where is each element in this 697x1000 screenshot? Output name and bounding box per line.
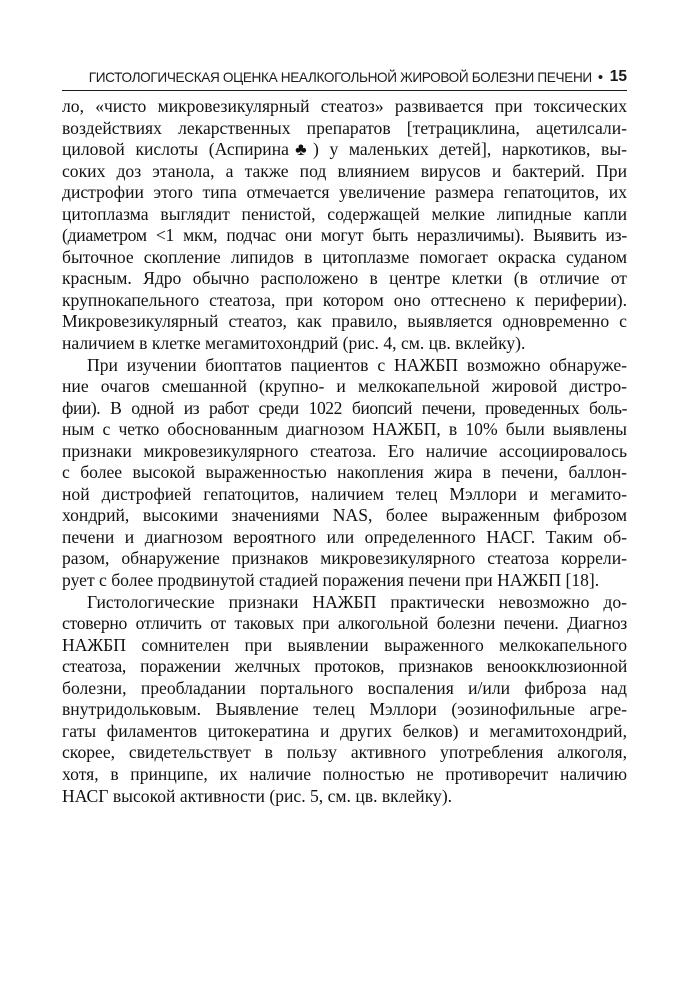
- text-line: фии). В одной из работ среди 1022 биопсий печени, проведенных боль-: [62, 397, 627, 418]
- running-title: ГИСТОЛОГИЧЕСКАЯ ОЦЕНКА НЕАЛКОГОЛЬНОЙ ЖИРОВОЙ БОЛЕЗНИ ПЕЧЕНИ: [88, 69, 592, 85]
- text-line: Микровезикулярный стеатоз, как правило, выявляется одновременно с: [62, 311, 627, 332]
- text-line: стеатоза, поражении желчных протоков, признаков веноокклюзионной: [62, 656, 627, 677]
- text-line: хотя, в принципе, их наличие полностью не противоречит наличию: [62, 763, 627, 784]
- text-line: ным с четко обоснованным диагнозом НАЖБП, в 10% были выявлены: [62, 419, 627, 440]
- text-line: внутридольковым. Выявление телец Мэллори (эозинофильные агре-: [62, 699, 627, 720]
- text-line: гаты филаментов цитокератина и других белков) и мегамитохондрий,: [62, 720, 627, 741]
- paragraph: [62, 355, 627, 592]
- text-line: соких доз этанола, а также под влиянием вирусов и бактерий. При: [62, 160, 627, 181]
- text-line: крупнокапельного стеатоза, при котором оно оттеснено к периферии).: [62, 289, 627, 310]
- text-line: ной дистрофией гепатоцитов, наличием телец Мэллори и мегамито-: [62, 483, 627, 504]
- header-rule: [62, 90, 627, 91]
- text-line: (диаметром <1 мкм, подчас они могут быть неразличимы). Выявить из-: [62, 225, 627, 246]
- header-bullet: •: [597, 68, 603, 86]
- body-text: [62, 96, 627, 807]
- text-line: НАСГ высокой активности (рис. 5, см. цв. вклейку).: [62, 785, 453, 806]
- text-line: циловой кислоты (Аспирина♣) у маленьких детей], наркотиков, вы-: [62, 139, 627, 160]
- text-line: быточное скопление липидов в цитоплазме помогает окраска суданом: [62, 246, 627, 267]
- text-line: дистрофии этого типа отмечается увеличение размера гепатоцитов, их: [62, 182, 627, 203]
- page-number: 15: [609, 68, 627, 85]
- text-line: Гистологические признаки НАЖБП практически невозможно до-: [87, 591, 627, 612]
- paragraph: [62, 96, 627, 355]
- running-header: [62, 64, 627, 90]
- text-line: воздействиях лекарственных препаратов [тетрациклина, ацетилсали-: [62, 117, 627, 138]
- text-line: разом, обнаружение признаков микровезикулярного стеатоза коррели-: [62, 548, 627, 569]
- text-line: ло, «чисто микровезикулярный стеатоз» развивается при токсических: [62, 96, 627, 116]
- text-line: красным. Ядро обычно расположено в центре клетки (в отличие от: [62, 268, 627, 289]
- text-line: печени и диагнозом вероятного или определенного НАСГ. Таким об-: [62, 526, 627, 547]
- text-line: наличием в клетке мегамитохондрий (рис. 4, см. цв. вклейку).: [62, 333, 526, 354]
- text-line: стоверно отличить от таковых при алкогольной болезни печени. Диагноз: [62, 613, 627, 634]
- text-line: с более высокой выраженностью накопления жира в печени, баллон-: [62, 462, 627, 483]
- text-line: ние очагов смешанной (крупно- и мелкокапельной жировой дистро-: [62, 376, 627, 397]
- paragraph: [62, 592, 627, 807]
- text-line: хондрий, высокими значениями NAS, более выраженным фиброзом: [62, 505, 627, 526]
- text-line: признаки микровезикулярного стеатоза. Его наличие ассоциировалось: [62, 440, 627, 461]
- text-line: болезни, преобладании портального воспаления и/или фиброза над: [62, 677, 627, 698]
- text-line: скорее, свидетельствует в пользу активного употребления алкоголя,: [62, 742, 627, 763]
- text-line: При изучении биоптатов пациентов с НАЖБП возможно обнаруже-: [87, 354, 627, 375]
- text-line: цитоплазма выглядит пенистой, содержащей мелкие липидные капли: [62, 203, 627, 224]
- text-line: рует с более продвинутой стадией поражения печени при НАЖБП [18].: [62, 570, 600, 591]
- text-line: НАЖБП сомнителен при выявлении выраженного мелкокапельного: [62, 634, 627, 655]
